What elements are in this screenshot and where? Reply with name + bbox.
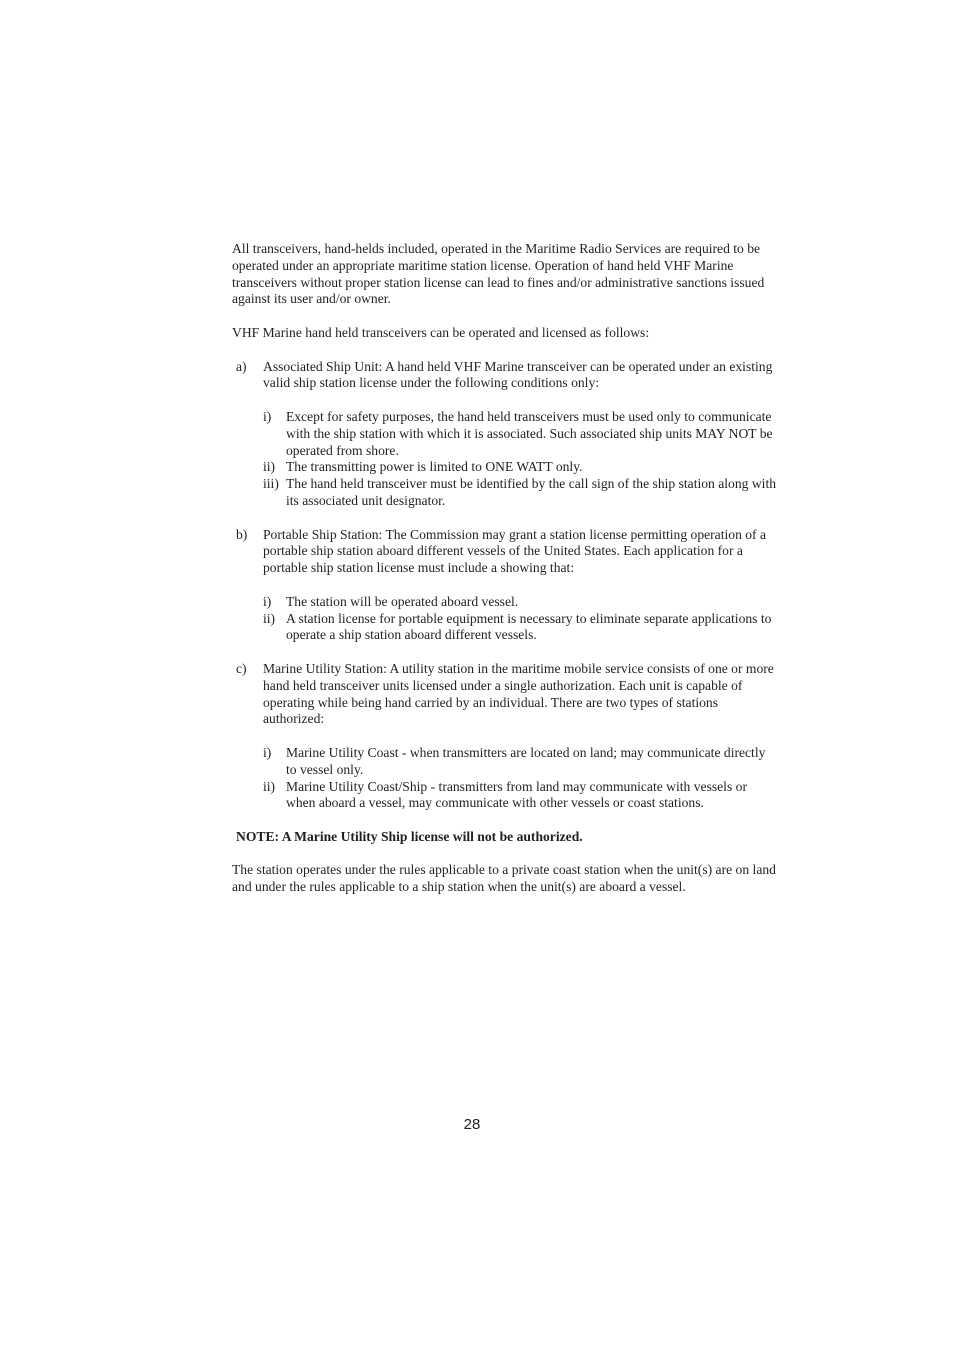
item-text: The hand held transceiver must be identified by the call sign of the ship station along with its associated unit designator. <box>286 476 777 508</box>
condition-list <box>263 409 777 510</box>
section-marker: a) <box>236 358 247 374</box>
section-c <box>232 661 777 812</box>
item-marker: ii) <box>263 610 276 626</box>
item-text: Marine Utility Coast/Ship - transmitters from land may communicate with vessels or when aboard a vessel, may communicate with other vessels or coast stations. <box>286 778 747 811</box>
list-item <box>263 594 777 611</box>
item-text: A station license for portable equipment is necessary to eliminate separate applications to operate a ship station aboard different vessels. <box>286 610 772 643</box>
item-text: Except for safety purposes, the hand held transceivers must be used only to communicate with the ship station with which it is associated. Such associated ship units MAY NOT be operated from shore. <box>286 408 773 458</box>
section-b <box>232 527 777 645</box>
section-text: Marine Utility Station: A utility station in the maritime mobile service consists of one or more hand held transceiver units licensed under a single authorization. Each unit is capable of operating while being hand carried by an individual. There are two types of stations authorized: <box>263 660 774 727</box>
intro-paragraph: All transceivers, hand-helds included, operated in the Maritime Radio Services are required to be operated under an appropriate maritime station license. Operation of hand held VHF Marine transceivers without proper station license can lead to fines and/or administrative sanctions issued against its user and/or owner. <box>232 241 765 307</box>
list-item <box>263 779 777 813</box>
section-marker: c) <box>236 660 247 676</box>
condition-list <box>263 594 777 644</box>
list-item <box>263 611 777 645</box>
item-text: The transmitting power is limited to ONE WATT only. <box>286 459 583 475</box>
item-marker: iii) <box>263 476 279 492</box>
lead-paragraph: VHF Marine hand held transceivers can be operated and licensed as follows: <box>232 324 650 340</box>
list-item <box>263 745 777 779</box>
item-text: The station will be operated aboard vessel. <box>286 593 519 609</box>
section-text: Associated Ship Unit: A hand held VHF Marine transceiver can be operated under an existing valid ship station license under the following conditions only: <box>263 358 773 391</box>
section-text: Portable Ship Station: The Commission may grant a station license permitting operation of a portable ship station aboard different vessels of the United States. Each application for a portable ship station license must include a showing that: <box>263 526 767 576</box>
item-marker: i) <box>263 593 272 609</box>
document-page <box>232 241 777 913</box>
section-a <box>232 359 777 510</box>
closing-paragraph: The station operates under the rules applicable to a private coast station when the unit(s) are on land and under the rules applicable to a ship station when the unit(s) are aboard a vessel. <box>232 862 776 895</box>
page-number: 28 <box>463 1116 481 1133</box>
item-marker: ii) <box>263 459 276 475</box>
item-marker: i) <box>263 408 272 424</box>
condition-list <box>263 745 777 812</box>
item-text: Marine Utility Coast - when transmitters are located on land; may communicate directly to vessel only. <box>286 744 766 777</box>
item-marker: ii) <box>263 778 276 794</box>
item-marker: i) <box>263 744 272 760</box>
list-item <box>263 409 777 459</box>
note-text: NOTE: A Marine Utility Ship license will not be authorized. <box>236 828 583 844</box>
section-marker: b) <box>236 526 248 542</box>
list-item <box>263 476 777 510</box>
list-item <box>263 459 777 476</box>
